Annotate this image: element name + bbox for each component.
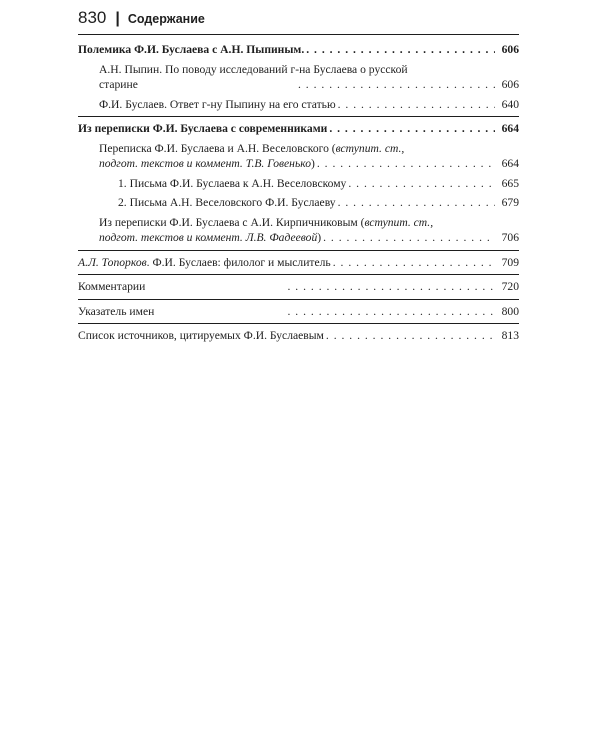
toc-entry-title: 2. Письма А.Н. Веселовского Ф.И. Буслаеву bbox=[118, 196, 336, 209]
toc-entry[interactable] bbox=[99, 215, 519, 246]
entry-divider bbox=[78, 274, 519, 275]
toc-page-ref: 800 bbox=[501, 304, 519, 318]
dot-leader bbox=[338, 195, 495, 211]
toc-entry-title: А.Н. Пыпин. По поводу исследований г-на Буслаева о русской bbox=[99, 62, 408, 76]
section-title: Содержание bbox=[127, 12, 205, 26]
toc-page-ref: 813 bbox=[501, 329, 519, 342]
toc-entry-credit-cont: подгот. текстов и коммент. Л.В. Фадеевой bbox=[99, 231, 318, 244]
toc-entry-title: Полемика Ф.И. Буслаева с А.Н. Пыпиным. bbox=[78, 43, 305, 56]
toc-page-ref: 664 bbox=[501, 157, 519, 170]
toc-entry-credit: вступит. ст., bbox=[335, 141, 405, 155]
toc-entry[interactable] bbox=[118, 176, 519, 192]
toc-entry-title: 1. Письма Ф.И. Буслаева к А.Н. Веселовскому bbox=[118, 176, 347, 190]
dot-leader bbox=[323, 230, 495, 246]
toc-entry[interactable] bbox=[78, 304, 519, 320]
dot-leader bbox=[329, 121, 495, 137]
toc-entry-title: . Ф.И. Буслаев: филолог и мыслитель bbox=[146, 255, 331, 269]
entry-divider bbox=[78, 299, 519, 300]
toc-entry-title: Переписка Ф.И. Буслаева и А.Н. Веселовского ( bbox=[99, 141, 336, 155]
toc-page-ref: 606 bbox=[501, 78, 519, 91]
toc-entry-title: Из переписки Ф.И. Буслаева с современниками bbox=[78, 122, 328, 135]
toc-page-ref: 664 bbox=[501, 122, 519, 135]
toc-entry-paren: ) bbox=[317, 231, 322, 244]
dot-leader bbox=[288, 304, 496, 320]
toc-page-ref: 679 bbox=[501, 196, 519, 209]
toc-page-ref: 640 bbox=[501, 97, 519, 111]
dot-leader bbox=[288, 279, 496, 295]
toc-entry-credit: вступит. ст., bbox=[364, 215, 434, 229]
dot-leader bbox=[306, 42, 495, 58]
toc-entry[interactable] bbox=[118, 195, 519, 211]
toc-entry-title: Из переписки Ф.И. Буслаева с А.И. Кирпичниковым ( bbox=[99, 215, 365, 229]
entry-divider bbox=[78, 250, 519, 251]
dot-leader bbox=[317, 156, 495, 172]
toc-page-ref: 665 bbox=[501, 176, 519, 190]
toc-entry-author: А.Л. Топорков bbox=[78, 255, 147, 269]
toc-entry[interactable] bbox=[78, 121, 519, 137]
toc-entry[interactable] bbox=[99, 141, 519, 172]
toc-entry-title: Ф.И. Буслаев. Ответ г-ну Пыпину на его статью bbox=[99, 97, 336, 111]
toc-entry[interactable] bbox=[78, 255, 519, 271]
toc-page-ref: 706 bbox=[501, 231, 519, 244]
toc-entry-paren: ) bbox=[311, 157, 315, 170]
toc-entry-title-cont: старине bbox=[99, 78, 138, 91]
header-rule bbox=[78, 34, 519, 35]
running-header bbox=[78, 8, 205, 28]
page-number: 830 bbox=[78, 8, 107, 27]
dot-leader bbox=[348, 176, 495, 192]
toc-entry-title: Указатель имен bbox=[78, 304, 155, 318]
toc-page-ref: 720 bbox=[501, 280, 519, 293]
toc-entry-title: Список источников, цитируемых Ф.И. Буслаевым bbox=[78, 329, 324, 342]
table-of-contents bbox=[78, 38, 519, 344]
toc-page-ref: 606 bbox=[501, 43, 519, 56]
toc-entry[interactable] bbox=[78, 328, 519, 344]
toc-entry[interactable] bbox=[78, 42, 519, 58]
toc-entry[interactable] bbox=[78, 279, 519, 295]
toc-entry[interactable] bbox=[99, 97, 519, 113]
dot-leader bbox=[326, 328, 495, 344]
toc-page-ref: 709 bbox=[501, 255, 519, 269]
dot-leader bbox=[298, 77, 495, 93]
dot-leader bbox=[333, 255, 495, 271]
entry-divider bbox=[78, 116, 519, 117]
toc-entry-title: Комментарии bbox=[78, 280, 146, 293]
toc-entry[interactable] bbox=[99, 62, 519, 93]
dot-leader bbox=[338, 97, 495, 113]
header-separator: | bbox=[115, 10, 120, 27]
toc-entry-credit-cont: подгот. текстов и коммент. Т.В. Говенько bbox=[99, 157, 311, 170]
entry-divider bbox=[78, 323, 519, 324]
